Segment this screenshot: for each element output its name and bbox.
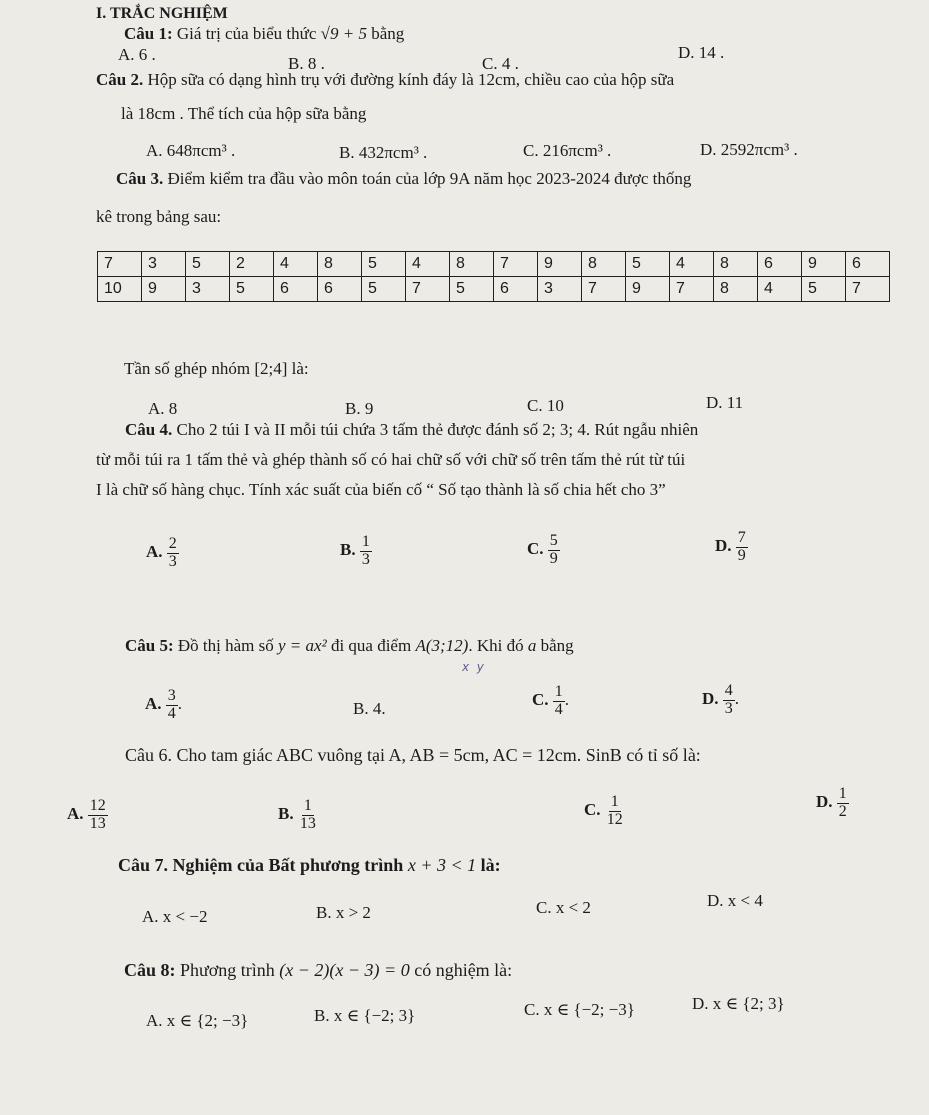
table-cell: 2 bbox=[230, 252, 274, 277]
option-letter: D. bbox=[715, 536, 732, 556]
table-cell: 5 bbox=[362, 277, 406, 302]
q4-option-b[interactable] bbox=[340, 534, 372, 569]
table-cell: 9 bbox=[538, 252, 582, 277]
option-letter: A. bbox=[145, 694, 162, 714]
table-cell: 9 bbox=[802, 252, 846, 277]
question-3-label: Câu 3. bbox=[116, 169, 164, 188]
question-7-tail: là: bbox=[480, 855, 501, 875]
q5-option-a[interactable] bbox=[145, 688, 182, 723]
table-cell: 5 bbox=[186, 252, 230, 277]
table-cell: 4 bbox=[406, 252, 450, 277]
question-2-line1: Hộp sữa có dạng hình trụ với đường kính đáy là 12cm, chiều cao của hộp sữa bbox=[147, 70, 675, 89]
score-table bbox=[97, 251, 890, 302]
question-5-point: A(3;12) bbox=[415, 636, 469, 655]
table-cell: 7 bbox=[494, 252, 538, 277]
numerator: 1 bbox=[554, 683, 563, 700]
numerator: 1 bbox=[361, 533, 370, 550]
numerator: 5 bbox=[549, 532, 558, 549]
question-1-expression: √9 + 5 bbox=[320, 24, 367, 43]
table-cell: 8 bbox=[450, 252, 494, 277]
q6-option-d[interactable] bbox=[816, 786, 849, 821]
question-6-label: Câu 6. bbox=[125, 745, 172, 765]
question-5-text2: đi qua điểm bbox=[330, 636, 412, 655]
table-cell: 5 bbox=[802, 277, 846, 302]
option-letter: C. bbox=[527, 539, 544, 559]
question-7 bbox=[118, 856, 501, 874]
option-suffix: . bbox=[734, 689, 740, 709]
numerator: 12 bbox=[89, 797, 106, 814]
question-8-label: Câu 8: bbox=[124, 960, 176, 980]
table-cell: 6 bbox=[758, 252, 802, 277]
option-letter: A. bbox=[67, 804, 84, 824]
fraction bbox=[553, 684, 565, 719]
fraction bbox=[548, 533, 560, 568]
option-letter: B. bbox=[278, 804, 294, 824]
question-5-variable: a bbox=[527, 636, 537, 655]
denominator: 13 bbox=[299, 814, 316, 832]
q6-option-a[interactable] bbox=[67, 798, 108, 833]
q3-option-b[interactable]: B. 9 bbox=[345, 399, 374, 418]
table-cell: 5 bbox=[230, 277, 274, 302]
numerator: 2 bbox=[168, 535, 177, 552]
option-letter: D. bbox=[702, 689, 719, 709]
denominator: 2 bbox=[838, 802, 847, 820]
q5-option-c[interactable] bbox=[532, 684, 569, 719]
q4-option-c[interactable] bbox=[527, 533, 560, 568]
numerator: 1 bbox=[838, 785, 847, 802]
question-4-line2: từ mỗi túi ra 1 tấm thẻ và ghép thành số có hai chữ số với chữ số trên tấm thẻ rút từ túi bbox=[96, 450, 686, 469]
denominator: 4 bbox=[167, 704, 176, 722]
table-cell: 10 bbox=[98, 277, 142, 302]
q5-option-d[interactable] bbox=[702, 683, 739, 718]
table-cell: 8 bbox=[714, 252, 758, 277]
q5-option-b[interactable]: B. 4. bbox=[353, 699, 386, 718]
q1-option-d[interactable]: D. 14 . bbox=[678, 43, 725, 62]
question-4 bbox=[125, 421, 698, 438]
table-cell: 8 bbox=[318, 252, 362, 277]
fraction bbox=[605, 794, 625, 829]
fraction bbox=[88, 798, 108, 833]
denominator: 4 bbox=[554, 700, 563, 718]
q7-option-b[interactable]: B. x > 2 bbox=[316, 903, 371, 922]
denominator: 3 bbox=[361, 550, 370, 568]
numerator: 1 bbox=[610, 793, 619, 810]
numerator: 7 bbox=[737, 529, 746, 546]
q8-option-c[interactable]: C. x ∈ {−2; −3} bbox=[524, 1000, 635, 1019]
question-4-line1: Cho 2 túi I và II mỗi túi chứa 3 tấm thẻ được đánh số 2; 3; 4. Rút ngẫu nhiên bbox=[176, 420, 699, 439]
question-8-expression: (x − 2)(x − 3) = 0 bbox=[279, 960, 410, 980]
option-suffix: . bbox=[564, 690, 570, 710]
table-row bbox=[98, 277, 890, 302]
numerator: 4 bbox=[724, 682, 733, 699]
q1-option-b[interactable]: B. 8 . bbox=[288, 54, 325, 73]
fraction bbox=[736, 530, 748, 565]
fraction bbox=[298, 798, 318, 833]
table-cell: 5 bbox=[362, 252, 406, 277]
denominator: 3 bbox=[168, 552, 177, 570]
question-4-label: Câu 4. bbox=[125, 420, 173, 439]
q2-option-a[interactable]: A. 648πcm³ . bbox=[146, 141, 236, 160]
question-8 bbox=[124, 961, 512, 979]
question-3 bbox=[116, 170, 691, 187]
question-2 bbox=[96, 71, 674, 88]
question-3-prompt: Tần số ghép nhóm [2;4] là: bbox=[124, 359, 309, 378]
q2-option-b[interactable]: B. 432πcm³ . bbox=[339, 143, 428, 162]
table-cell: 3 bbox=[538, 277, 582, 302]
q7-option-d[interactable]: D. x < 4 bbox=[707, 891, 763, 910]
q3-option-a[interactable]: A. 8 bbox=[148, 399, 178, 418]
fraction bbox=[360, 534, 372, 569]
q1-option-c[interactable]: C. 4 . bbox=[482, 54, 519, 73]
q7-option-a[interactable]: A. x < −2 bbox=[142, 907, 208, 926]
table-cell: 7 bbox=[98, 252, 142, 277]
table-cell: 4 bbox=[274, 252, 318, 277]
table-cell: 7 bbox=[582, 277, 626, 302]
question-1-label: Câu 1: bbox=[124, 24, 173, 43]
table-cell: 6 bbox=[846, 252, 890, 277]
denominator: 13 bbox=[89, 814, 106, 832]
table-cell: 7 bbox=[406, 277, 450, 302]
question-3-line2: kê trong bảng sau: bbox=[96, 207, 222, 226]
q8-option-d[interactable]: D. x ∈ {2; 3} bbox=[692, 994, 785, 1013]
numerator: 1 bbox=[303, 797, 312, 814]
question-6 bbox=[125, 746, 701, 764]
table-cell: 7 bbox=[846, 277, 890, 302]
denominator: 3 bbox=[724, 699, 733, 717]
table-cell: 7 bbox=[670, 277, 714, 302]
question-5 bbox=[125, 637, 574, 654]
q3-option-c[interactable]: C. 10 bbox=[527, 396, 564, 415]
denominator: 12 bbox=[606, 810, 623, 828]
option-letter: A. bbox=[146, 542, 163, 562]
question-1 bbox=[124, 25, 404, 42]
fraction bbox=[837, 786, 849, 821]
option-letter: C. bbox=[584, 800, 601, 820]
fraction bbox=[166, 688, 178, 723]
question-2-label: Câu 2. bbox=[96, 70, 144, 89]
q7-option-c[interactable]: C. x < 2 bbox=[536, 898, 591, 917]
question-5-function: y = ax² bbox=[278, 636, 327, 655]
q6-option-c[interactable] bbox=[584, 794, 625, 829]
q4-option-a[interactable] bbox=[146, 536, 179, 571]
question-5-text4: bằng bbox=[540, 636, 574, 655]
question-4-line3: I là chữ số hàng chục. Tính xác suất của biến cố “ Số tạo thành là số chia hết cho 3” bbox=[96, 480, 666, 499]
question-1-tail: bằng bbox=[371, 24, 405, 43]
denominator: 9 bbox=[549, 549, 558, 567]
table-cell: 9 bbox=[626, 277, 670, 302]
table-cell: 6 bbox=[494, 277, 538, 302]
q4-option-d[interactable] bbox=[715, 530, 748, 565]
table-cell: 5 bbox=[626, 252, 670, 277]
q8-option-a[interactable]: A. x ∈ {2; −3} bbox=[146, 1011, 249, 1030]
question-1-text: Giá trị của biểu thức bbox=[176, 24, 317, 43]
q3-option-d[interactable]: D. 11 bbox=[706, 393, 744, 412]
table-cell: 3 bbox=[142, 252, 186, 277]
question-8-tail: có nghiệm là: bbox=[414, 960, 513, 980]
denominator: 9 bbox=[737, 546, 746, 564]
table-cell: 6 bbox=[318, 277, 362, 302]
question-6-text: Cho tam giác ABC vuông tại A, AB = 5cm, AC = 12cm. SinB có tỉ số là: bbox=[176, 745, 701, 765]
question-5-text1: Đồ thị hàm số bbox=[177, 636, 274, 655]
handwritten-mark: x y bbox=[462, 660, 484, 674]
fraction bbox=[167, 536, 179, 571]
question-7-expression: x + 3 < 1 bbox=[407, 855, 477, 875]
table-cell: 9 bbox=[142, 277, 186, 302]
table-cell: 8 bbox=[582, 252, 626, 277]
q8-option-b[interactable]: B. x ∈ {−2; 3} bbox=[314, 1006, 416, 1025]
question-7-label: Câu 7. bbox=[118, 855, 169, 875]
question-8-text: Phương trình bbox=[180, 960, 275, 980]
option-letter: C. bbox=[532, 690, 549, 710]
question-3-line1: Điểm kiểm tra đầu vào môn toán của lớp 9A năm học 2023-2024 được thống bbox=[167, 169, 692, 188]
fraction bbox=[723, 683, 735, 718]
question-7-text: Nghiệm của Bất phương trình bbox=[172, 855, 404, 875]
q6-option-b[interactable] bbox=[278, 798, 318, 833]
table-row bbox=[98, 252, 890, 277]
table-cell: 3 bbox=[186, 277, 230, 302]
table-cell: 6 bbox=[274, 277, 318, 302]
q2-option-c[interactable]: C. 216πcm³ . bbox=[523, 141, 612, 160]
table-cell: 8 bbox=[714, 277, 758, 302]
numerator: 3 bbox=[167, 687, 176, 704]
question-2-line2: là 18cm . Thể tích của hộp sữa bằng bbox=[121, 104, 367, 123]
table-cell: 5 bbox=[450, 277, 494, 302]
table-cell: 4 bbox=[670, 252, 714, 277]
q2-option-d[interactable]: D. 2592πcm³ . bbox=[700, 140, 798, 159]
option-suffix: . bbox=[177, 694, 183, 714]
section-title: I. TRẮC NGHIỆM bbox=[96, 5, 228, 22]
question-5-text3: . Khi đó bbox=[468, 636, 524, 655]
question-5-label: Câu 5: bbox=[125, 636, 174, 655]
q1-option-a[interactable]: A. 6 . bbox=[118, 45, 156, 64]
option-letter: B. bbox=[340, 540, 356, 560]
option-letter: D. bbox=[816, 792, 833, 812]
table-cell: 4 bbox=[758, 277, 802, 302]
